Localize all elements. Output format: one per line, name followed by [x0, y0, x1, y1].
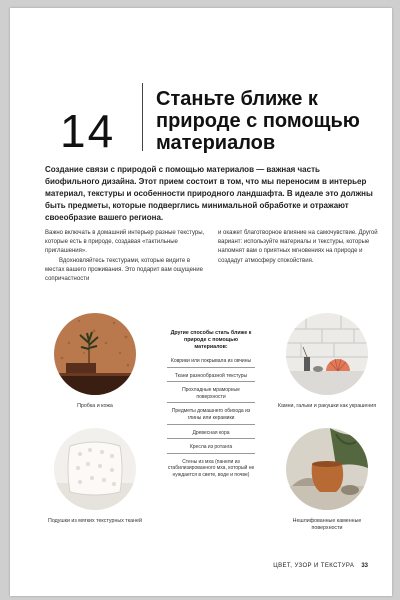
list-item: Стены из мха (панели из стабилизированного мха, который не нуждается в свете, воде и почве) — [167, 453, 255, 481]
list-item: Предметы домашнего обихода из глины или керамики — [167, 402, 255, 423]
list-item: Древесная кора — [167, 424, 255, 439]
page-footer — [273, 563, 368, 569]
body-column-1 — [45, 229, 205, 284]
body-column-2 — [218, 229, 378, 266]
stones-shells-photo — [286, 313, 368, 395]
list-item: Прохладные мраморные поверхности — [167, 381, 255, 402]
title-divider — [142, 83, 143, 151]
book-page — [10, 8, 392, 596]
caption-stones: Камни, гальки и ракушки как украшения — [277, 403, 377, 409]
page-title: Станьте ближе к природе с помощью материалов — [156, 88, 360, 154]
caption-pillow: Подушки из мягких текстурных тканей — [48, 518, 142, 524]
chapter-number: 14 — [60, 105, 116, 157]
list-item: Ткани разнообразной текстуры — [167, 367, 255, 382]
section-label: ЦВЕТ, УЗОР И ТЕКСТУРА — [273, 563, 355, 569]
body-paragraph: и окажет благотворное влияние на самочувствие. Другой вариант: используйте материалы и текстуры, которые напомнят вам о приятных мгновениях на природе и создадут атмосферу спокойствия. — [218, 230, 378, 264]
intro-paragraph: Создание связи с природой с помощью материалов — важная часть биофильного дизайна. Этот прием состоит в том, что мы переносим в интерьер материал, текстуры и особенности природного ландшафта. В идеале это должны быть предметы, которые подверглись минимальной обработке и отражают своеобразие вашего региона. — [45, 165, 373, 222]
caption-cork: Пробка и кожа — [77, 403, 113, 409]
body-paragraph: Вдохновляйтесь текстурами, которые видите в местах вашего проживания. Это подарит вам ощущение сопричастности — [45, 257, 203, 283]
list-item: Кресла из ротанга — [167, 438, 255, 453]
materials-list — [167, 355, 255, 481]
list-heading: Другие способы стать ближе к природе с помощью материалов: — [170, 330, 252, 350]
body-paragraph: Важно включать в домашний интерьер разные текстуры, которые есть в природе, создавая «тактильные приглашения». — [45, 230, 205, 255]
stone-surfaces-photo — [286, 428, 368, 510]
list-item: Коврики или покрывала из овчины — [170, 358, 252, 364]
page-number: 33 — [361, 563, 368, 569]
pillow-photo — [54, 428, 136, 510]
cork-leather-photo — [54, 313, 136, 395]
caption-stone-surfaces: Нешлифованные каменные поверхности — [292, 518, 362, 531]
